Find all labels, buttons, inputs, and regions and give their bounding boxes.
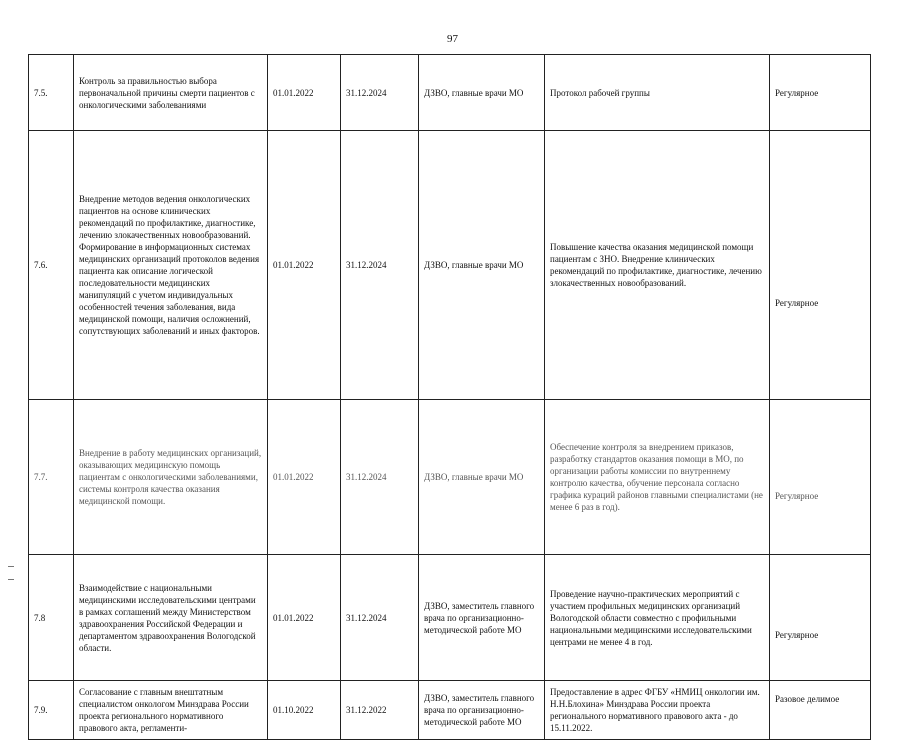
responsible-cell	[419, 400, 545, 555]
task-text: Согласование с главным внештатным специалистом онкологом Минздрава России проекта регионального нормативного правового акта, регламенти-	[79, 687, 249, 733]
responsible-lead: ДЗВО,	[424, 87, 450, 98]
result-cell: Предоставление в адрес ФГБУ «НМИЦ онкологии им. Н.Н.Блохина» Минздрава России проекта регионального нормативного правового акта - до 15.11.2022.	[545, 681, 770, 740]
result-cell: Обеспечение контроля за внедрением приказов, разработку стандартов оказания помощи в МО, по организации работы комиссии по внутреннему контролю качества, обучение персонала согласно графика кураций районов главными специалистами (не менее 6 раз в год).	[545, 400, 770, 555]
periodicity-cell: Разовое делимое	[770, 681, 871, 740]
periodicity-cell: Регулярное	[770, 55, 871, 131]
table-row	[29, 681, 871, 740]
task-cell	[74, 681, 268, 740]
task-cell	[74, 400, 268, 555]
result-cell: Протокол рабочей группы	[545, 55, 770, 131]
row-number: 7.9.	[29, 681, 74, 740]
result-cell: Повышение качества оказания медицинской помощи пациентам с ЗНО. Внедрение клинических рекомендаций по профилактике, диагностике, лечению злокачественных новообразований.	[545, 131, 770, 400]
start-date: 01.01.2022	[268, 555, 341, 681]
task-text: Контроль за правильностью выбора первоначальной причины смерти пациентов с онкологическими заболеваниями	[79, 75, 255, 110]
table-row	[29, 400, 871, 555]
responsible-lead: ДЗВО,	[424, 472, 450, 482]
start-date: 01.01.2022	[268, 55, 341, 131]
responsible-cell	[419, 681, 545, 740]
end-date: 31.12.2024	[341, 55, 419, 131]
task-cell	[74, 131, 268, 400]
responsible-rest: главные врачи МО	[451, 260, 524, 270]
responsible-rest: главные врачи МО	[451, 87, 524, 98]
task-text: Внедрение методов ведения онкологических пациентов на основе клинических рекомендаций по профилактике, диагностике, лечению злокачественных новообразований.	[79, 194, 256, 240]
result-cell: Проведение научно-практических мероприятий с участием профильных медицинских организаций Вологодской области совместно с профильными национальными медицинскими исследовательскими центрами не менее 4 в год.	[545, 555, 770, 681]
end-date: 31.12.2024	[341, 555, 419, 681]
periodicity-cell: Регулярное	[770, 555, 871, 681]
task-cell	[74, 55, 268, 131]
task-text: Взаимодействие с национальными медицинскими исследовательскими центрами в рамках соглашений между Министерством здравоохранения Российской Федерации и департаментом здравоохранения Вологодской области.	[79, 582, 256, 653]
responsible-lead: ДЗВО,	[424, 693, 450, 703]
responsible-lead: ДЗВО,	[424, 600, 450, 611]
responsible-rest: главные врачи МО	[451, 472, 524, 482]
responsible-rest: заместитель главного врача по организационно-методической работе МО	[424, 693, 535, 727]
page-number: 97	[447, 33, 458, 45]
end-date: 31.12.2024	[341, 400, 419, 555]
table-row	[29, 131, 871, 400]
responsible-lead: ДЗВО,	[424, 260, 450, 270]
margin-mark	[8, 566, 14, 580]
start-date: 01.01.2022	[268, 131, 341, 400]
table-row	[29, 555, 871, 681]
responsible-cell	[419, 55, 545, 131]
periodicity-cell: Регулярное	[770, 400, 871, 555]
row-number: 7.5.	[29, 55, 74, 131]
action-plan-table	[28, 54, 871, 740]
start-date: 01.01.2022	[268, 400, 341, 555]
start-date: 01.10.2022	[268, 681, 341, 740]
row-number: 7.7.	[29, 400, 74, 555]
end-date: 31.12.2022	[341, 681, 419, 740]
task-text: Внедрение в работу медицинских организаций, оказывающих медицинскую помощь пациентам с онкологическими заболеваниями, системы контроля качества оказания медицинской помощи.	[79, 448, 262, 506]
periodicity-cell: Регулярное	[770, 131, 871, 400]
row-number: 7.6.	[29, 131, 74, 400]
responsible-cell	[419, 131, 545, 400]
end-date: 31.12.2024	[341, 131, 419, 400]
responsible-rest: заместитель главного врача по организационно-методической работе МО	[424, 600, 535, 635]
table-row	[29, 55, 871, 131]
task-text: Формирование в информационных системах медицинских организаций протоколов ведения пациента как описание логической последовательности медицинских манипуляций с учетом индивидуальных особенностей течения заболевания, вида медицинской помощи, наличия осложнений, сопутствующих заболеваний и иных факторов.	[79, 242, 260, 336]
responsible-cell	[419, 555, 545, 681]
task-cell	[74, 555, 268, 681]
row-number: 7.8	[29, 555, 74, 681]
